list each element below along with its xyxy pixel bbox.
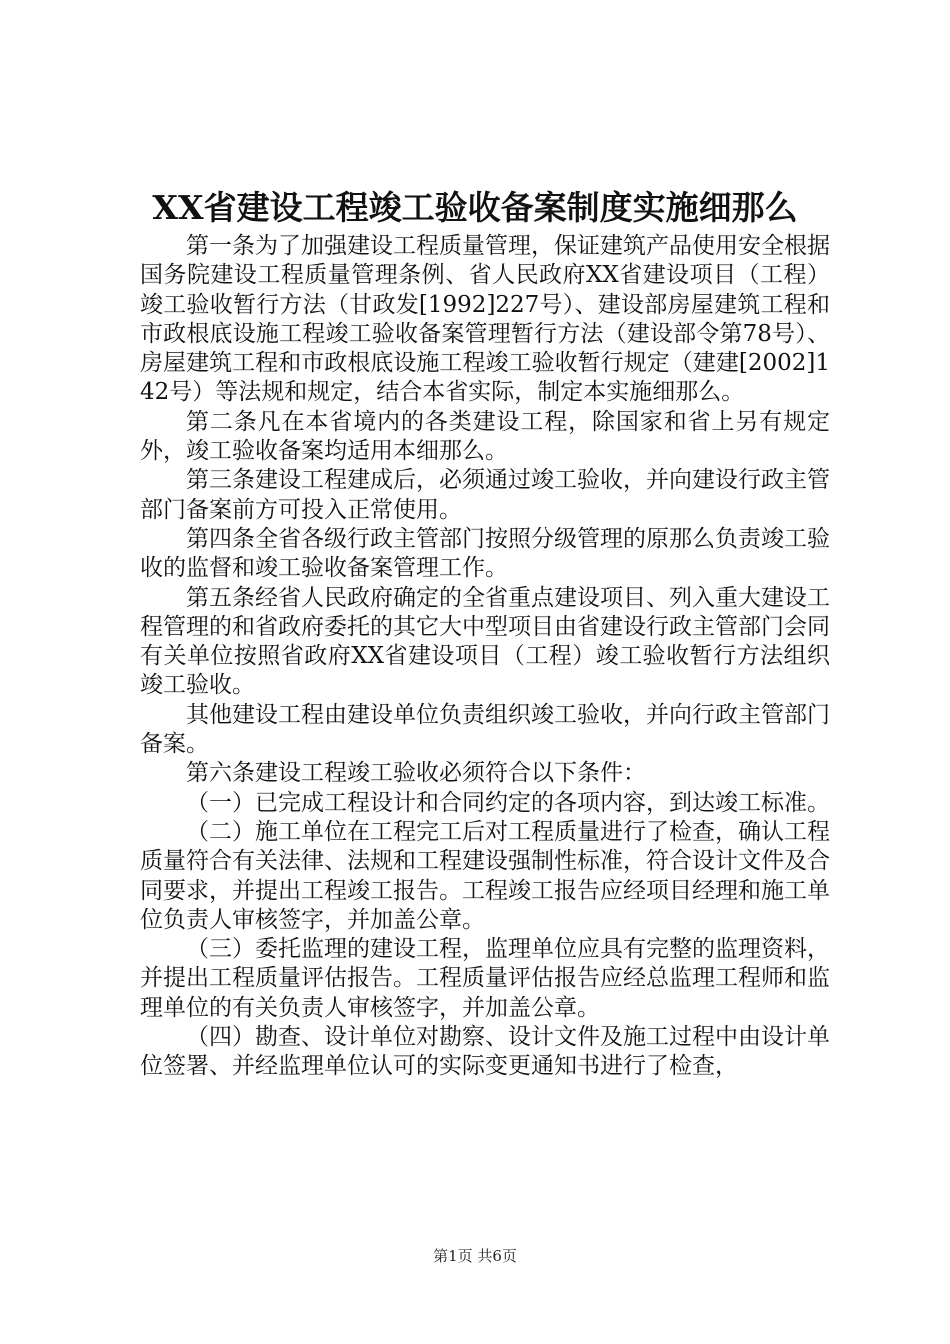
page-footer: 第1页 共6页 bbox=[433, 1247, 517, 1265]
paragraph-condition-2: （二）施工单位在工程完工后对工程质量进行了检查，确认工程质量符合有关法律、法规和工程建设强制性标准，符合设计文件及合同要求，并提出工程竣工报告。工程竣工报告应经项目经理和施工单位负责人审核签字，并加盖公章。 bbox=[140, 818, 830, 933]
paragraph-condition-4: （四）勘查、设计单位对勘察、设计文件及施工过程中由设计单位签署、并经监理单位认可的实际变更通知书进行了检查， bbox=[140, 1024, 830, 1080]
paragraph-condition-3: （三）委托监理的建设工程，监理单位应具有完整的监理资料，并提出工程质量评估报告。工程质量评估报告应经总监理工程师和监理单位的有关负责人审核签字，并加盖公章。 bbox=[140, 936, 830, 1021]
paragraph-article-4: 第四条全省各级行政主管部门按照分级管理的原那么负责竣工验收的监督和竣工验收备案管理工作。 bbox=[140, 525, 830, 582]
paragraph-article-5: 第五条经省人民政府确定的全省重点建设项目、列入重大建设工程管理的和省政府委托的其它大中型项目由省建设行政主管部门会同有关单位按照省政府XX省建设项目（工程）竣工验收暂行方法组织竣工验收。 bbox=[140, 584, 830, 699]
paragraph-article-2: 第二条凡在本省境内的各类建设工程，除国家和省上另有规定外，竣工验收备案均适用本细那么。 bbox=[140, 408, 830, 465]
paragraph-article-1: 第一条为了加强建设工程质量管理，保证建筑产品使用安全根据国务院建设工程质量管理条例、省人民政府XX省建设项目（工程）竣工验收暂行方法（甘政发[1992]227号）、建设部房屋建筑工程和市政根底设施工程竣工验收备案管理暂行方法（建设部令第78号）、房屋建筑工程和市政根底设施工程竣工验收暂行规定（建建[2002]142号）等法规和规定，结合本省实际，制定本实施细那么。 bbox=[140, 233, 830, 406]
paragraph-condition-1: （一）已完成工程设计和合同约定的各项内容，到达竣工标准。 bbox=[186, 789, 830, 816]
document-title: XX省建设工程竣工验收备案制度实施细那么 bbox=[152, 188, 798, 227]
document-body bbox=[140, 232, 830, 1082]
paragraph-article-3: 第三条建设工程建成后，必须通过竣工验收，并向建设行政主管部门备案前方可投入正常使用。 bbox=[140, 467, 830, 523]
paragraph-other-projects: 其他建设工程由建设单位负责组织竣工验收，并向行政主管部门备案。 bbox=[140, 701, 830, 758]
paragraph-article-6: 第六条建设工程竣工验收必须符合以下条件： bbox=[186, 760, 646, 787]
